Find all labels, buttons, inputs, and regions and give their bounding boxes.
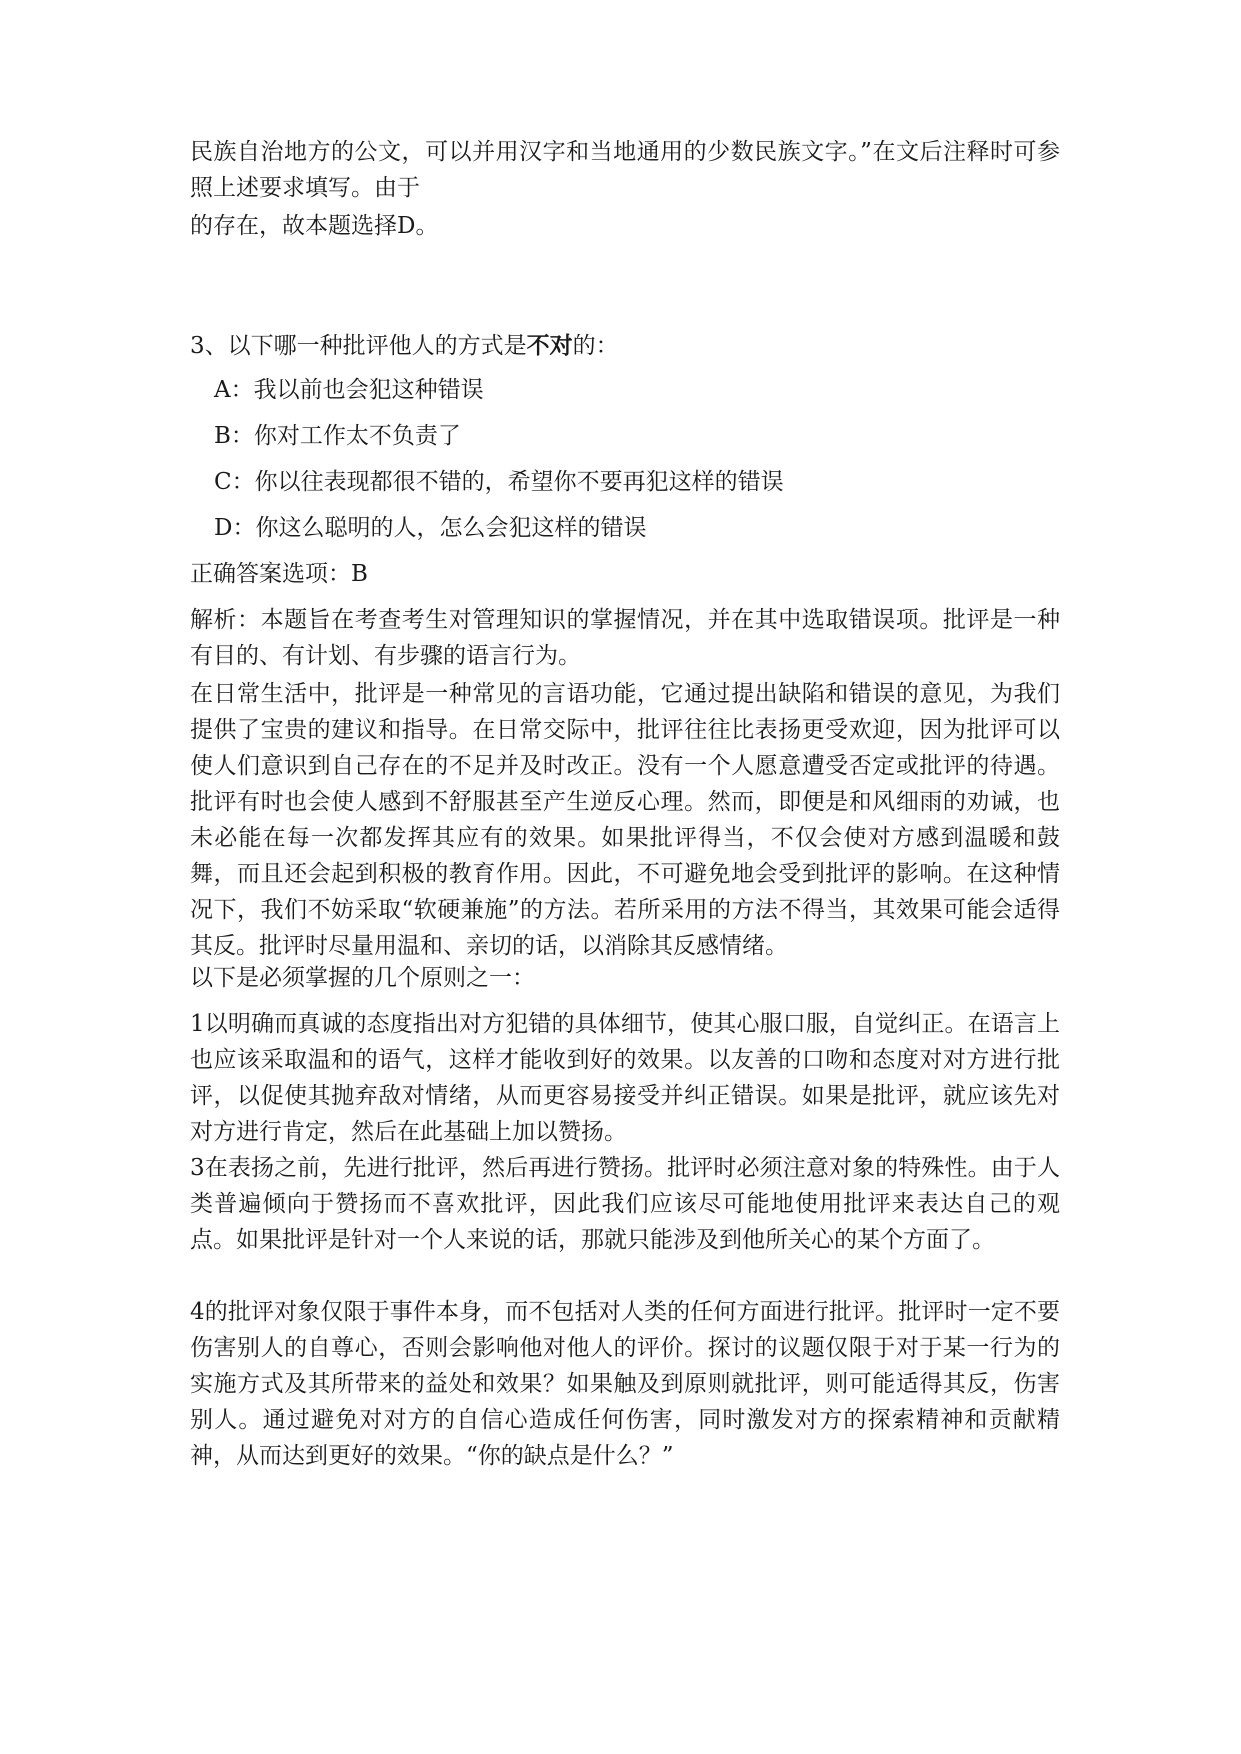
principle-1: 1以明确而真诚的态度指出对方犯错的具体细节，使其心服口服，自觉纠正。在语言上也应该采取温和的语气，这样才能收到好的效果。以友善的口吻和态度对对方进行批评，以促使其抛弃敌对情绪，从而更容易接受并纠正错误。如果是批评，就应该先对对方进行肯定，然后在此基础上加以赞扬。 <box>190 1011 1060 1145</box>
continuation-conclusion: 的存在，故本题选择D。 <box>190 213 439 239</box>
question-title-prefix: 3、以下哪一种批评他人的方式是 <box>190 333 527 359</box>
analysis-paragraph: 在日常生活中，批评是一种常见的言语功能，它通过提出缺陷和错误的意见，为我们提供了宝贵的建议和指导。在日常交际中，批评往往比表扬更受欢迎，因为批评可以使人们意识到自己存在的不足并及时改正。没有一个人愿意遭受否定或批评的待遇。批评有时也会使人感到不舒服甚至产生逆反心理。然而，即便是和风细雨的劝诫，也未必能在每一次都发挥其应有的效果。如果批评得当，不仅会使对方感到温暖和鼓舞，而且还会起到积极的教育作用。因此，不可避免地会受到批评的影响。在这种情况下，我们不妨采取“软硬兼施”的方法。若所采用的方法不得当，其效果可能会适得其反。批评时尽量用温和、亲切的话，以消除其反感情绪。 <box>190 681 1060 959</box>
principle-3: 3在表扬之前，先进行批评，然后再进行赞扬。批评时必须注意对象的特殊性。由于人类普遍倾向于赞扬而不喜欢批评，因此我们应该尽可能地使用批评来表达自己的观点。如果批评是针对一个人来说的话，那就只能涉及到他所关心的某个方面了。 <box>190 1155 1060 1253</box>
option-a: A：我以前也会犯这种错误 <box>214 377 484 403</box>
correct-answer: 正确答案选项：B <box>190 561 368 587</box>
principles-heading: 以下是必须掌握的几个原则之一： <box>190 965 535 991</box>
option-c: C：你以往表现都很不错的，希望你不要再犯这样的错误 <box>214 469 784 495</box>
question-title <box>190 328 1060 364</box>
option-b: B：你对工作太不负责了 <box>214 423 461 449</box>
analysis-intro: 解析：本题旨在考查考生对管理知识的掌握情况，并在其中选取错误项。批评是一种有目的、有计划、有步骤的语言行为。 <box>190 607 1060 669</box>
principle-4: 4的批评对象仅限于事件本身，而不包括对人类的任何方面进行批评。批评时一定不要伤害别人的自尊心，否则会影响他对他人的评价。探讨的议题仅限于对于某一行为的实施方式及其所带来的益处和效果？如果触及到原则就批评，则可能适得其反，伤害别人。通过避免对对方的自信心造成任何伤害，同时激发对方的探索精神和贡献精神，从而达到更好的效果。“你的缺点是什么？” <box>190 1299 1060 1469</box>
question-title-emphasis: 不对 <box>526 333 573 359</box>
question-title-suffix: 的： <box>572 333 619 359</box>
option-d: D：你这么聪明的人，怎么会犯这样的错误 <box>214 515 647 541</box>
continuation-text: 民族自治地方的公文，可以并用汉字和当地通用的少数民族文字。”在文后注释时可参照上述要求填写。由于 <box>190 139 1060 201</box>
